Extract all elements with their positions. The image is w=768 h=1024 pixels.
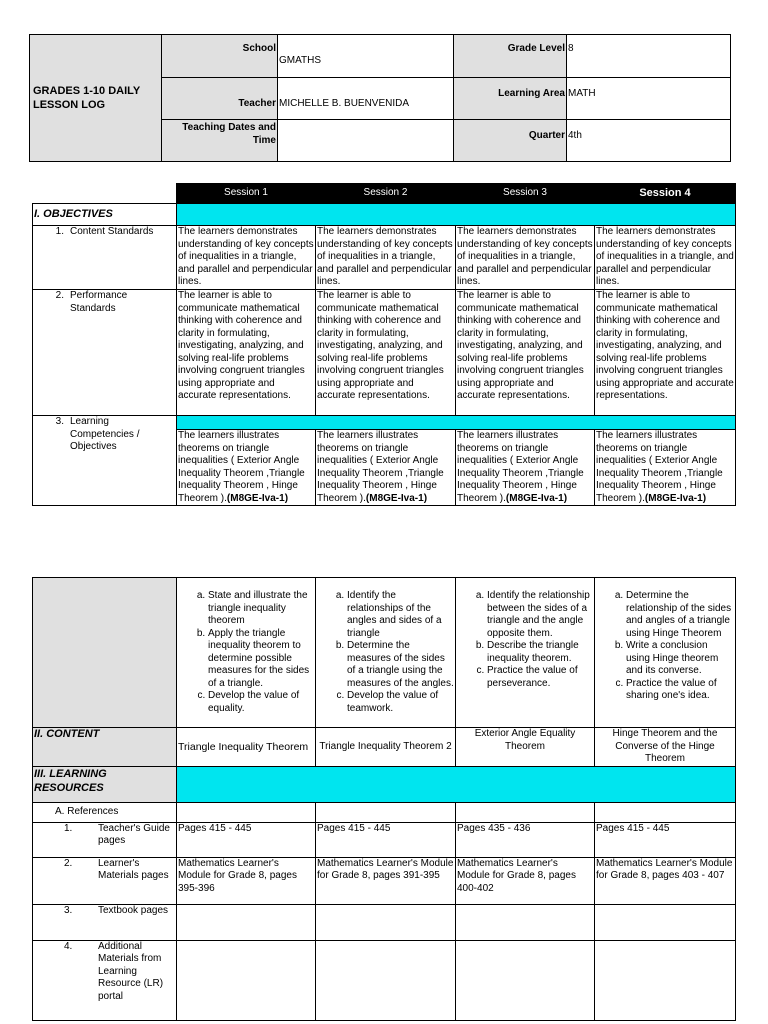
competency-s1: The learners illustrates theorems on triangle inequalities ( Exterior Angle Inequality Theorem ,Triangle Inequality Theorem , Hinge Theorem ).(M8GE-Iva-1)	[177, 430, 316, 506]
content-standard-s1: The learners demonstrates understanding of key concepts of inequalities in a triangle, and parallel and perpendicular lines.	[177, 226, 316, 290]
learning-competencies-label: 3. Learning Competencies / Objectives	[33, 416, 177, 506]
content-title: II. CONTENT	[33, 728, 177, 767]
quarter-value: 4th	[567, 120, 731, 162]
objectives-cyan-band	[177, 204, 736, 226]
session-3-header: Session 3	[456, 184, 595, 204]
resources-cyan-band	[177, 766, 736, 802]
content-s3: Exterior Angle Equality Theorem	[456, 728, 595, 767]
references-label: A. References	[33, 802, 177, 822]
area-value: MATH	[567, 78, 731, 120]
tg-s4: Pages 415 - 445	[595, 822, 736, 857]
lesson-table	[32, 577, 736, 1021]
log-title: GRADES 1-10 DAILY LESSON LOG	[30, 35, 162, 162]
dates-label: Teaching Dates and Time	[162, 120, 278, 162]
lm-s2: Mathematics Learner's Module for Grade 8, pages 391-395	[316, 857, 456, 904]
dates-value	[278, 120, 454, 162]
specific-objectives-s1: a. State and illustrate the triangle inequality theorem b. Apply the triangle inequality theorem to determine possible measures for the sides of a triangle. c. Develop the value of equality.	[177, 578, 316, 728]
content-s1: Triangle Inequality Theorem	[177, 728, 316, 767]
competencies-cyan-band	[177, 416, 736, 430]
area-label: Learning Area	[454, 78, 567, 120]
lm-s4: Mathematics Learner's Module for Grade 8, pages 403 - 407	[595, 857, 736, 904]
content-standard-s3: The learners demonstrates understanding of key concepts of inequalities in a triangle, and parallel and perpendicular lines.	[456, 226, 595, 290]
teachers-guide-label: 1. Teacher's Guide pages	[33, 822, 177, 857]
learners-materials-label: 2. Learner's Materials pages	[33, 857, 177, 904]
objectives-title: I. OBJECTIVES	[33, 204, 177, 226]
content-standards-label: 1. Content Standards	[33, 226, 177, 290]
session-2-header: Session 2	[316, 184, 456, 204]
grade-label: Grade Level	[454, 35, 567, 78]
teacher-value: MICHELLE B. BUENVENIDA	[278, 78, 454, 120]
specific-objectives-s4: a. Determine the relationship of the sides and angles of a triangle using Hinge Theorem b. Write a conclusion using Hinge theorem and its converse. c. Practice the value of sharing one's idea.	[595, 578, 736, 728]
header-table	[29, 34, 731, 162]
teacher-label: Teacher	[162, 78, 278, 120]
school-label: School	[162, 35, 278, 78]
school-value: GMATHS	[278, 35, 454, 78]
objectives-table	[32, 183, 736, 506]
textbook-label: 3. Textbook pages	[33, 904, 177, 940]
lm-s1: Mathematics Learner's Module for Grade 8, pages 395-396	[177, 857, 316, 904]
content-s4: Hinge Theorem and the Converse of the Hinge Theorem	[595, 728, 736, 767]
resources-title: III. LEARNING RESOURCES	[33, 766, 177, 802]
tg-s1: Pages 415 - 445	[177, 822, 316, 857]
performance-standard-s2: The learner is able to communicate mathematical thinking with coherence and clarity in formulating, investigating, analyzing, and solving real-life problems involving congruent triangles using appropriate and accurate representations.	[316, 290, 456, 416]
specific-objectives-s2: a. Identify the relationships of the angles and sides of a triangle b. Determine the measures of the sides of a triangle using the measures of the angles. c. Develop the value of teamwork.	[316, 578, 456, 728]
content-standard-s2: The learners demonstrates understanding of key concepts of inequalities in a triangle, and parallel and perpendicular lines.	[316, 226, 456, 290]
session-4-header: Session 4	[595, 184, 736, 204]
performance-standards-label: 2. Performance Standards	[33, 290, 177, 416]
competency-s2: The learners illustrates theorems on triangle inequalities ( Exterior Angle Inequality Theorem ,Triangle Inequality Theorem , Hinge Theorem ).(M8GE-Iva-1)	[316, 430, 456, 506]
competency-s4: The learners illustrates theorems on triangle inequalities ( Exterior Angle Inequality Theorem ,Triangle Inequality Theorem , Hinge Theorem ).(M8GE-Iva-1)	[595, 430, 736, 506]
content-standard-s4: The learners demonstrates understanding of key concepts of inequalities in a triangle, and parallel and perpendicular lines.	[595, 226, 736, 290]
tg-s2: Pages 415 - 445	[316, 822, 456, 857]
performance-standard-s1: The learner is able to communicate mathematical thinking with coherence and clarity in formulating, investigating, analyzing, and solving real-life problems involving congruent triangles using appropriate and accurate representations.	[177, 290, 316, 416]
grade-value: 8	[567, 35, 731, 78]
content-s2: Triangle Inequality Theorem 2	[316, 728, 456, 767]
session-1-header: Session 1	[177, 184, 316, 204]
additional-materials-label: 4. Additional Materials from Learning Resource (LR) portal	[33, 940, 177, 1020]
quarter-label: Quarter	[454, 120, 567, 162]
tg-s3: Pages 435 - 436	[456, 822, 595, 857]
specific-objectives-s3: a. Identify the relationship between the sides of a triangle and the angle opposite them. b. Describe the triangle inequality theorem. c. Practice the value of perseverance.	[456, 578, 595, 728]
specific-objectives-label	[33, 578, 177, 728]
lm-s3: Mathematics Learner's Module for Grade 8, pages 400-402	[456, 857, 595, 904]
performance-standard-s3: The learner is able to communicate mathematical thinking with coherence and clarity in formulating, investigating, analyzing, and solving real-life problems involving congruent triangles using appropriate and accurate representations.	[456, 290, 595, 416]
competency-s3: The learners illustrates theorems on triangle inequalities ( Exterior Angle Inequality Theorem ,Triangle Inequality Theorem , Hinge Theorem ).(M8GE-Iva-1)	[456, 430, 595, 506]
performance-standard-s4: The learner is able to communicate mathematical thinking with coherence and clarity in formulating, investigating, analyzing, and solving real-life problems involving congruent triangles using appropriate and accurate representations.	[595, 290, 736, 416]
